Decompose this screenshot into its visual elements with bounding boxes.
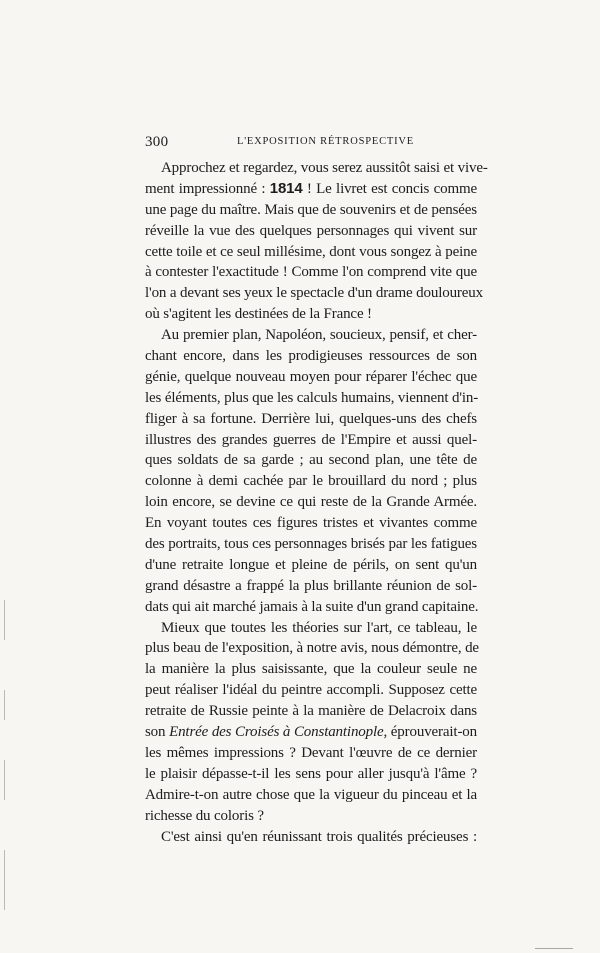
text-line: une page du maître. Mais que de souvenirs et de pensées: [145, 201, 477, 218]
text-line: plus beau de l'exposition, à notre avis, nous démontre, de: [145, 640, 479, 657]
text-line: cette toile et ce seul millésime, dont vous songez à peine: [145, 243, 477, 260]
text-line: réveille la vue des quelques personnages qui vivent sur: [145, 222, 477, 239]
text-line: où s'agitent les destinées de la France !: [145, 306, 372, 323]
text-line: Au premier plan, Napoléon, soucieux, pensif, et cher-: [161, 327, 477, 344]
text-line: ques soldats de sa garde ; au second plan, une tête de: [145, 452, 477, 469]
text-line: loin encore, se devine ce qui reste de la Grande Armée.: [145, 494, 477, 511]
text-segment: ! Le livret est concis comme: [302, 180, 477, 197]
text-line: C'est ainsi qu'en réunissant trois qualités précieuses :: [161, 828, 477, 845]
text-line: fliger à sa fortune. Derrière lui, quelques-uns des chefs: [145, 410, 477, 427]
scan-edge-mark: [4, 850, 5, 910]
paragraph-4: [145, 827, 477, 848]
text-line: des portraits, tous ces personnages brisés par les fatigues: [145, 536, 477, 553]
text-line: colonne à demi cachée par le brouillard du nord ; plus: [145, 473, 477, 490]
date-figure: 1814: [269, 179, 303, 197]
text-line: les éléments, plus que les calculs humains, viennent d'in-: [145, 389, 479, 406]
paragraph-3: [145, 618, 477, 827]
page-number: 300: [145, 134, 169, 150]
text-line: le plaisir dépasse-t-il les sens pour aller jusqu'à l'âme ?: [145, 765, 477, 782]
text-line: En voyant toutes ces figures tristes et vivantes comme: [145, 515, 477, 532]
text-line: la manière la plus saisissante, que la couleur seule ne: [145, 661, 477, 678]
text-line: d'une retraite longue et pleine de périls, on sent qu'un: [145, 556, 477, 573]
scan-edge-mark: [4, 760, 5, 800]
text-line: grand désastre a frappé la plus brillante réunion de sol-: [145, 577, 477, 594]
paragraph-1: [145, 158, 488, 325]
text-line: génie, quelque nouveau moyen pour réparer l'échec que: [145, 368, 477, 385]
text-line: [145, 722, 477, 743]
text-segment: ment impressionné :: [145, 180, 270, 197]
text-line: retraite de Russie peinte à la manière de Delacroix dans: [145, 703, 477, 720]
text-line: richesse du coloris ?: [145, 807, 264, 824]
text-line: l'on a devant ses yeux le spectacle d'un drame douloureux: [145, 285, 483, 302]
text-line: à contester l'exactitude ! Comme l'on comprend vite que: [145, 264, 477, 281]
text-line: les mêmes impressions ? Devant l'œuvre de ce dernier: [145, 744, 477, 761]
text-line: [145, 179, 477, 200]
text-line: Admire-t-on autre chose que la vigueur du pinceau et la: [145, 786, 477, 803]
text-line: dats qui ait marché jamais à la suite d'un grand capitaine.: [145, 598, 479, 615]
text-segment: , éprouverait-on: [383, 724, 477, 741]
running-head: L'EXPOSITION RÉTROSPECTIVE: [237, 136, 414, 147]
text-line: chant encore, dans les prodigieuses ressources de son: [145, 348, 477, 365]
text-segment: son: [145, 724, 170, 741]
paragraph-2: [145, 325, 477, 617]
scan-edge-mark: [4, 600, 5, 640]
text-line: Approchez et regardez, vous serez aussitôt saisi et vive-: [161, 160, 488, 176]
scan-edge-mark: [4, 690, 5, 720]
text-line: Mieux que toutes les théories sur l'art, ce tableau, le: [161, 619, 477, 636]
artwork-title: Entrée des Croisés à Constantinople: [169, 724, 384, 741]
scan-edge-mark: [535, 948, 573, 949]
page-header: [145, 134, 473, 154]
body-text: [145, 158, 488, 847]
text-line: illustres des grandes guerres de l'Empire et aussi quel-: [145, 431, 477, 448]
text-line: peut réaliser l'idéal du peintre accompli. Supposez cette: [145, 682, 477, 699]
